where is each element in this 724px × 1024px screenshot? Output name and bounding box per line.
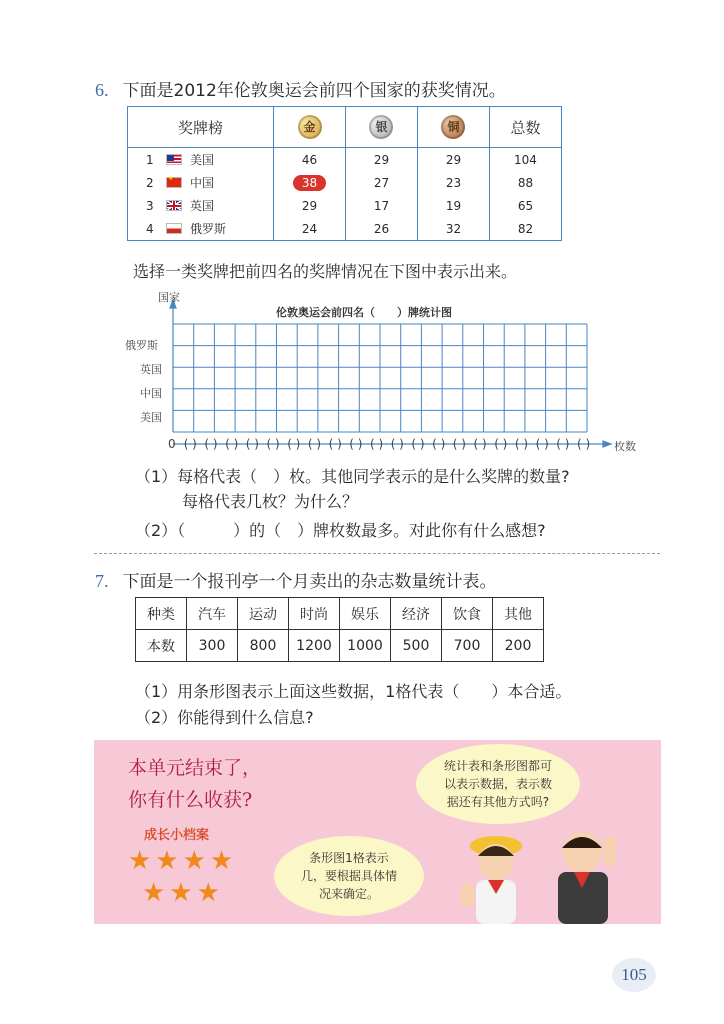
chart-y-label: 国家	[158, 291, 180, 304]
q6-sub1-line1: （1）每格代表（ ）枚。其他同学表示的是什么奖牌的数量?	[135, 467, 570, 486]
q6-sub1-line2: 每格代表几枚？为什么？	[182, 492, 359, 511]
bronze-count: 29	[417, 148, 489, 172]
bronze-count: 23	[417, 171, 489, 194]
silver-count: 27	[346, 171, 418, 194]
gold-count: 29	[274, 194, 346, 217]
bronze-medal-icon: 铜	[441, 115, 465, 139]
rank-cell	[128, 171, 274, 194]
count-cell: 1200	[289, 630, 340, 662]
x-axis-arrow	[603, 441, 611, 447]
gold-medal-icon: 金	[298, 115, 322, 139]
x-tick-blank: ( )	[390, 437, 404, 451]
magazine-count-row	[136, 630, 544, 662]
count-cell: 500	[391, 630, 442, 662]
row-label-type: 种类	[136, 598, 187, 630]
count-cell: 1000	[340, 630, 391, 662]
rank-number: 2	[146, 176, 154, 190]
q7-title	[95, 567, 497, 592]
x-tick-blank: ( )	[266, 437, 280, 451]
total-count: 88	[489, 171, 561, 194]
x-tick-blank: ( )	[473, 437, 487, 451]
grid-lines	[173, 324, 587, 432]
x-tick-blank: ( )	[183, 437, 197, 451]
summary-question-line1: 本单元结束了，	[128, 757, 262, 779]
chart-category-russia: 俄罗斯	[125, 339, 158, 352]
rank-cell	[128, 148, 274, 172]
medal-table	[127, 106, 562, 241]
uk-flag-icon	[166, 200, 182, 211]
country-name: 美国	[190, 153, 215, 167]
category-cell: 饮食	[442, 598, 493, 630]
count-cell: 300	[187, 630, 238, 662]
chart-category-china: 中国	[140, 387, 162, 400]
table-row	[128, 194, 562, 217]
x-tick-blank: ( )	[556, 437, 570, 451]
magazine-category-row	[136, 598, 544, 630]
stars-row-2: ★★★	[142, 878, 224, 908]
section-divider	[94, 553, 660, 554]
growth-archive-label: 成长小档案	[144, 828, 210, 843]
highlighted-value: 38	[293, 175, 326, 191]
header-total: 总数	[489, 107, 561, 148]
x-tick-blank: ( )	[577, 437, 591, 451]
rank-number: 4	[146, 222, 154, 236]
q6-number: 6.	[95, 80, 109, 100]
country-name: 英国	[190, 199, 215, 213]
x-tick-blank: ( )	[287, 437, 301, 451]
rank-number: 3	[146, 199, 154, 213]
bubble1-line1: 统计表和条形图都可	[443, 759, 552, 773]
x-tick-blank: ( )	[411, 437, 425, 451]
bubble1-line2: 以表示数据，表示数	[443, 777, 552, 791]
header-rank: 奖牌榜	[128, 107, 274, 148]
bubble2-line3: 况来确定。	[318, 887, 379, 901]
unit-summary-box	[94, 740, 661, 924]
rank-cell	[128, 217, 274, 241]
gold-count: 46	[274, 148, 346, 172]
q7-sub2: （2）你能得到什么信息?	[135, 708, 314, 727]
total-count: 104	[489, 148, 561, 172]
category-cell: 经济	[391, 598, 442, 630]
bubble2-line1: 条形图1格表示	[309, 851, 389, 865]
row-label-count: 本数	[136, 630, 187, 662]
rank-cell	[128, 194, 274, 217]
table-row	[128, 217, 562, 241]
q7-title-text: 下面是一个报刊亭一个月卖出的杂志数量统计表。	[122, 572, 497, 592]
category-cell: 时尚	[289, 598, 340, 630]
usa-flag-icon	[166, 154, 182, 165]
x-tick-blank: ( )	[535, 437, 549, 451]
country-name: 俄罗斯	[190, 222, 227, 236]
x-tick-blank: ( )	[494, 437, 508, 451]
chart-axes	[170, 300, 611, 447]
bronze-count: 32	[417, 217, 489, 241]
boy-figure	[558, 832, 616, 924]
china-flag-icon	[166, 177, 182, 188]
x-tick-blank: ( )	[452, 437, 466, 451]
chart-x-label: 枚数	[614, 440, 636, 453]
q7-sub1: （1）用条形图表示上面这些数据，1格代表（ ）本合适。	[135, 682, 572, 701]
category-cell: 其他	[493, 598, 544, 630]
category-cell: 娱乐	[340, 598, 391, 630]
chart-category-uk: 英国	[140, 363, 162, 376]
children-illustration	[454, 828, 654, 924]
count-cell: 700	[442, 630, 493, 662]
total-count: 82	[489, 217, 561, 241]
silver-medal-icon: 银	[369, 115, 393, 139]
q6-sub2: （2）（ ）的（ ）牌枚数最多。对此你有什么感想?	[135, 521, 546, 540]
q7-number: 7.	[95, 571, 109, 591]
q6-title-text: 下面是2012年伦敦奥运会前四个国家的获奖情况。	[122, 81, 506, 101]
header-gold	[274, 107, 346, 148]
gold-count	[274, 171, 346, 194]
header-silver	[346, 107, 418, 148]
rank-number: 1	[146, 153, 154, 167]
summary-question	[128, 752, 261, 816]
bubble2-line2: 几，要根据具体情	[300, 869, 397, 883]
table-row	[128, 148, 562, 172]
x-tick-blank: ( )	[349, 437, 363, 451]
bubble1-line3: 据还有其他方式吗?	[446, 795, 550, 809]
x-tick-blank: ( )	[432, 437, 446, 451]
x-tick-blank: ( )	[370, 437, 384, 451]
q6-title	[95, 76, 506, 101]
x-tick-blank: ( )	[204, 437, 218, 451]
girl-figure	[460, 836, 522, 924]
chart-title: 伦敦奥运会前四名（ ）牌统计图	[276, 306, 452, 319]
chart-origin: 0	[168, 437, 176, 451]
x-tick-blank: ( )	[514, 437, 529, 451]
x-tick-blank: ( )	[225, 437, 239, 451]
silver-count: 17	[346, 194, 418, 217]
category-cell: 汽车	[187, 598, 238, 630]
category-cell: 运动	[238, 598, 289, 630]
country-name: 中国	[190, 176, 215, 190]
gold-count: 24	[274, 217, 346, 241]
summary-question-line2: 你有什么收获?	[128, 789, 253, 811]
stars-row-1: ★★★★	[128, 846, 238, 876]
medal-table-header	[128, 107, 562, 148]
silver-count: 26	[346, 217, 418, 241]
total-count: 65	[489, 194, 561, 217]
speech-bubble-boy	[416, 744, 580, 824]
x-tick-blank: ( )	[328, 437, 342, 451]
bronze-count: 19	[417, 194, 489, 217]
chart-category-usa: 美国	[140, 411, 162, 424]
count-cell: 800	[238, 630, 289, 662]
page-number: 105	[612, 958, 656, 992]
table-row	[128, 171, 562, 194]
russia-flag-icon	[166, 223, 182, 234]
x-tick-blank: ( )	[245, 437, 259, 451]
header-bronze	[417, 107, 489, 148]
speech-bubble-girl	[274, 836, 424, 916]
count-cell: 200	[493, 630, 544, 662]
silver-count: 29	[346, 148, 418, 172]
q6-instruction: 选择一类奖牌把前四名的奖牌情况在下图中表示出来。	[133, 262, 518, 281]
magazine-table	[135, 597, 544, 662]
x-tick-blank: ( )	[307, 437, 322, 451]
